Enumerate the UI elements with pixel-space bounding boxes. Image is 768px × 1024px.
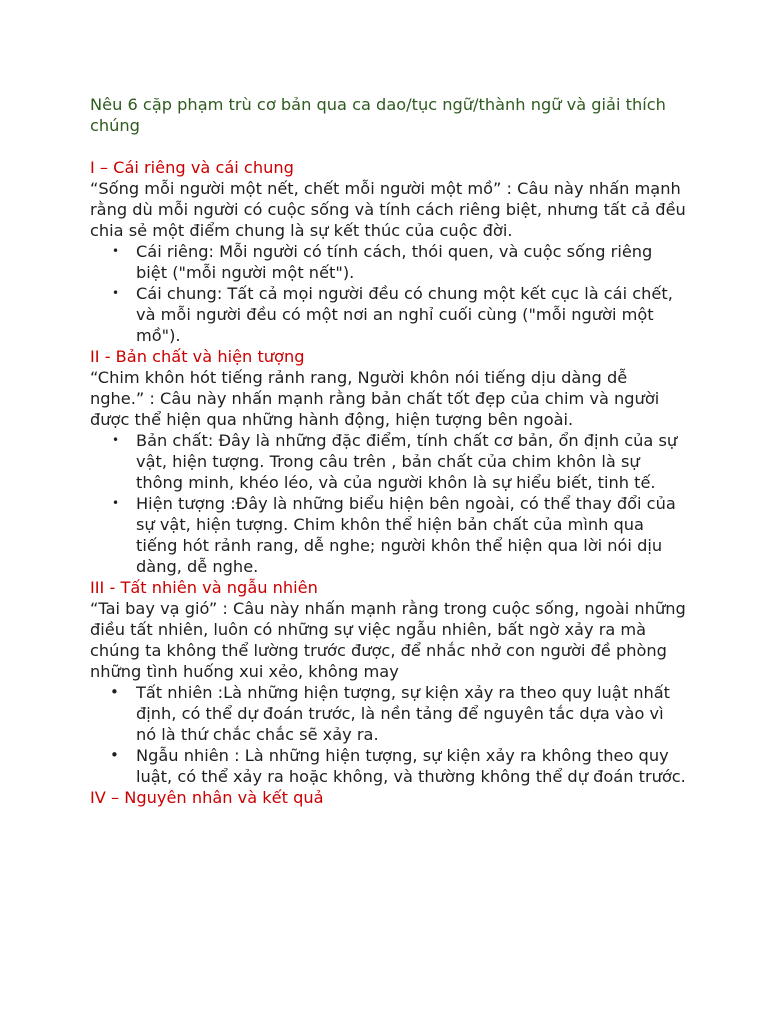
bullet-icon: • [112, 244, 120, 258]
section-heading: I – Cái riêng và cái chung [90, 158, 294, 177]
bullet-text: Tất nhiên :Là những hiện tượng, sự kiện xảy ra theo quy luật nhất định, có thể dự đoán trước, là nền tảng để nguyên tắc dựa vào vì nó là thứ chắc chắc sẽ xảy ra. [136, 683, 670, 744]
bullet-item [112, 241, 686, 283]
section-paragraph: “Tai bay vạ gió” : Câu này nhấn mạnh rằng trong cuộc sống, ngoài những điều tất nhiên, luôn có những sự việc ngẫu nhiên, bất ngờ xảy ra mà chúng ta không thể lường trước được, để nhắc nhở con người đề phòng những tình huống xui xẻo, không may [90, 599, 686, 681]
section-2 [90, 346, 686, 577]
section-heading: II - Bản chất và hiện tượng [90, 347, 305, 366]
bullet-list [90, 430, 686, 577]
document-page [90, 94, 686, 808]
bullet-item [112, 283, 686, 346]
bullet-text: Cái chung: Tất cả mọi người đều có chung một kết cục là cái chết, và mỗi người đều có một nơi an nghỉ cuối cùng ("mỗi người một mồ"). [136, 284, 673, 345]
document-title: Nêu 6 cặp phạm trù cơ bản qua ca dao/tục ngữ/thành ngữ và giải thích chúng [90, 95, 666, 135]
bullet-item [110, 682, 686, 745]
bullet-icon: • [110, 683, 119, 701]
bullet-text: Ngẫu nhiên : Là những hiện tượng, sự kiện xảy ra không theo quy luật, có thể xảy ra hoặc không, và thường không thể dự đoán trước. [136, 746, 686, 786]
bullet-icon: • [112, 286, 120, 300]
bullet-item [112, 430, 686, 493]
bullet-text: Cái riêng: Mỗi người có tính cách, thói quen, và cuộc sống riêng biệt ("mỗi người một nết"). [136, 242, 653, 282]
section-heading: IV – Nguyên nhân và kết quả [90, 788, 324, 807]
bullet-text: Hiện tượng :Đây là những biểu hiện bên ngoài, có thể thay đổi của sự vật, hiện tượng. Chim khôn thể hiện bản chất của mình qua tiếng hót rảnh rang, dễ nghe; người khôn thể hiện qua lời nói dịu dàng, dễ nghe. [136, 494, 676, 576]
bullet-item [112, 493, 686, 577]
section-1 [90, 157, 686, 346]
section-3 [90, 577, 686, 787]
bullet-list [90, 682, 686, 787]
bullet-list [90, 241, 686, 346]
bullet-icon: • [112, 496, 120, 510]
section-paragraph: “Sống mỗi người một nết, chết mỗi người một mồ” : Câu này nhấn mạnh rằng dù mỗi người có cuộc sống và tính cách riêng biệt, nhưng tất cả đều chia sẻ một điểm chung là sự kết thúc của cuộc đời. [90, 179, 686, 240]
bullet-icon: • [110, 746, 119, 764]
section-4 [90, 787, 686, 808]
bullet-icon: • [112, 433, 120, 447]
bullet-item [110, 745, 686, 787]
section-heading: III - Tất nhiên và ngẫu nhiên [90, 578, 318, 597]
bullet-text: Bản chất: Đây là những đặc điểm, tính chất cơ bản, ổn định của sự vật, hiện tượng. Trong câu trên , bản chất của chim khôn là sự thông minh, khéo léo, và của người khôn là sự hiểu biết, tinh tế. [136, 431, 678, 492]
section-paragraph: “Chim khôn hót tiếng rảnh rang, Người khôn nói tiếng dịu dàng dễ nghe.” : Câu này nhấn mạnh rằng bản chất tốt đẹp của chim và người được thể hiện qua những hành động, hiện tượng bên ngoài. [90, 368, 660, 429]
